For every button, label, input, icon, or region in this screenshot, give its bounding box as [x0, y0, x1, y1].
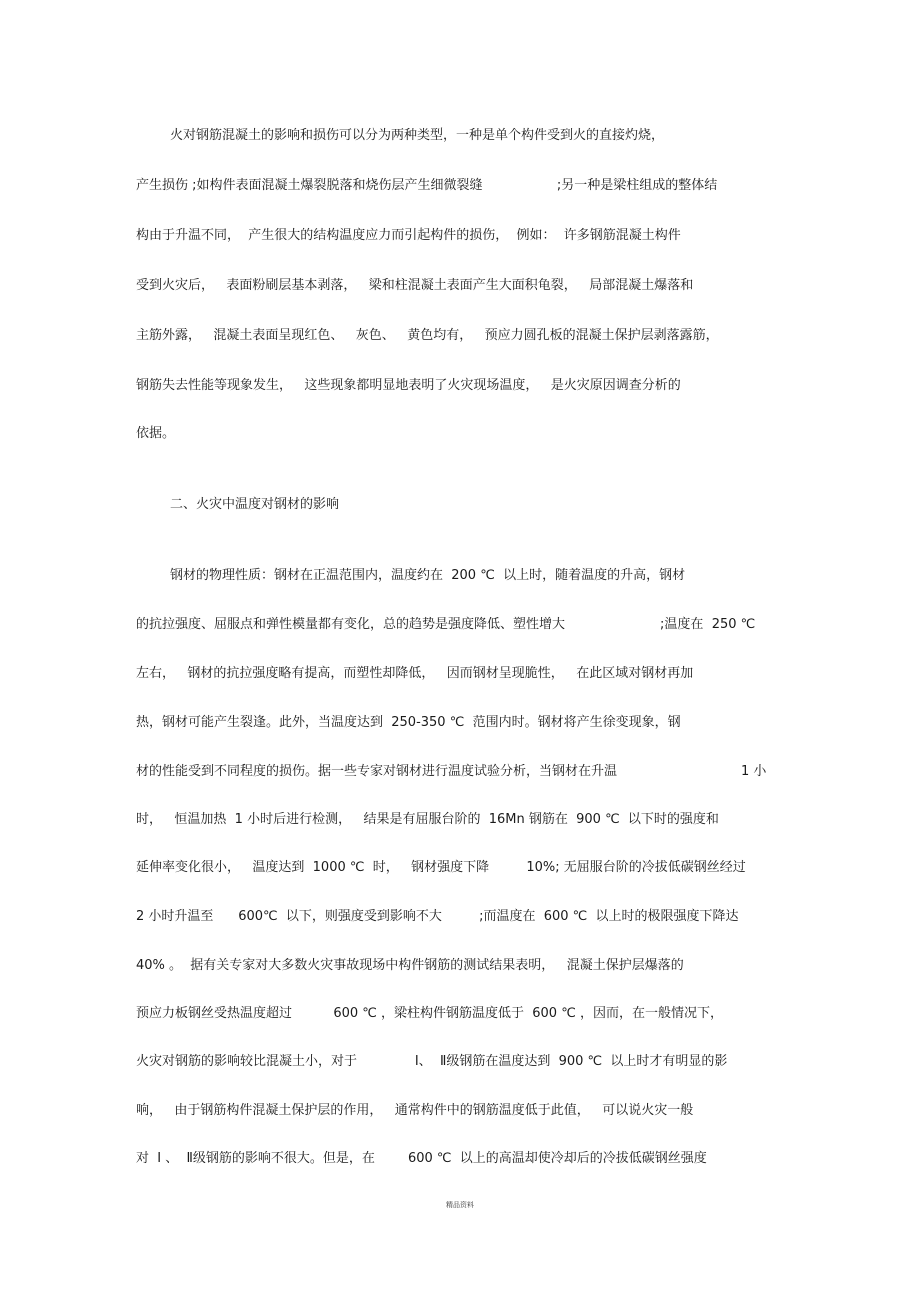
paragraph2-line: 延伸率变化很小， 温度达到 1000 ℃ 时， 钢材强度下降 10%; 无屈服台阶的冷拔低碳钢丝经过: [136, 860, 746, 875]
section-heading: 二、火灾中温度对钢材的影响: [170, 497, 340, 512]
paragraph1-line: 依据。: [136, 426, 176, 441]
paragraph2-line: 响， 由于钢筋构件混凝土保护层的作用， 通常构件中的钢筋温度低于此值， 可以说火灾一般: [136, 1103, 694, 1118]
paragraph2-line: 对 Ⅰ 、 Ⅱ级钢筋的影响不很大。但是，在 600 ℃ 以上的高温却使冷却后的冷拔低碳钢丝强度: [136, 1151, 707, 1166]
paragraph1-line: 火对钢筋混凝土的影响和损伤可以分为两种类型，一种是单个构件受到火的直接灼烧，: [170, 128, 665, 143]
paragraph2-line: 左右， 钢材的抗拉强度略有提高，而塑性却降低， 因而钢材呈现脆性， 在此区域对钢材再加: [136, 666, 694, 681]
paragraph2-line: 的抗拉强度、屈服点和弹性模量都有变化，总的趋势是强度降低、塑性增大 ;温度在 250 ℃: [136, 617, 756, 632]
paragraph1-line: 产生损伤 ;如构件表面混凝土爆裂脱落和烧伤层产生细微裂缝 ;另一种是梁柱组成的整体结: [136, 178, 718, 193]
paragraph2-line: 2 小时升温至 600℃ 以下，则强度受到影响不大 ;而温度在 600 ℃ 以上时的极限强度下降达: [136, 909, 739, 924]
page-footer: 精品资料: [446, 1201, 474, 1209]
paragraph2-line: 火灾对钢筋的影响较比混凝土小，对于 Ⅰ、 Ⅱ级钢筋在温度达到 900 ℃ 以上时才有明显的影: [136, 1054, 728, 1069]
paragraph1-line: 构由于升温不同， 产生很大的结构温度应力而引起构件的损伤， 例如： 许多钢筋混凝土构件: [136, 228, 681, 243]
paragraph1-line: 受到火灾后， 表面粉刷层基本剥落， 梁和柱混凝土表面产生大面积龟裂， 局部混凝土爆落和: [136, 278, 694, 293]
paragraph2-line: 钢材的物理性质：钢材在正温范围内，温度约在 200 ℃ 以上时，随着温度的升高，钢材: [170, 568, 686, 583]
paragraph2-line: 预应力板钢丝受热温度超过 600 ℃ ，梁柱构件钢筋温度低于 600 ℃ ，因而，在一般情况下，: [136, 1006, 723, 1021]
paragraph2-line: 时， 恒温加热 1 小时后进行检测， 结果是有屈服台阶的 16Mn 钢筋在 900 ℃ 以下时的强度和: [136, 812, 719, 827]
paragraph1-line: 钢筋失去性能等现象发生， 这些现象都明显地表明了火灾现场温度， 是火灾原因调查分析的: [136, 378, 681, 393]
paragraph2-line: 40% 。 据有关专家对大多数火灾事故现场中构件钢筋的测试结果表明， 混凝土保护层爆落的: [136, 958, 684, 973]
paragraph2-line: 热，钢材可能产生裂逢。此外，当温度达到 250-350 ℃ 范围内时。钢材将产生徐变现象，钢: [136, 715, 681, 730]
paragraph2-line: 材的性能受到不同程度的损伤。据一些专家对钢材进行温度试验分析，当钢材在升温 1 小: [136, 764, 767, 779]
paragraph1-line: 主筋外露， 混凝土表面呈现红色、 灰色、 黄色均有， 预应力圆孔板的混凝土保护层剥落露筋，: [136, 328, 719, 343]
